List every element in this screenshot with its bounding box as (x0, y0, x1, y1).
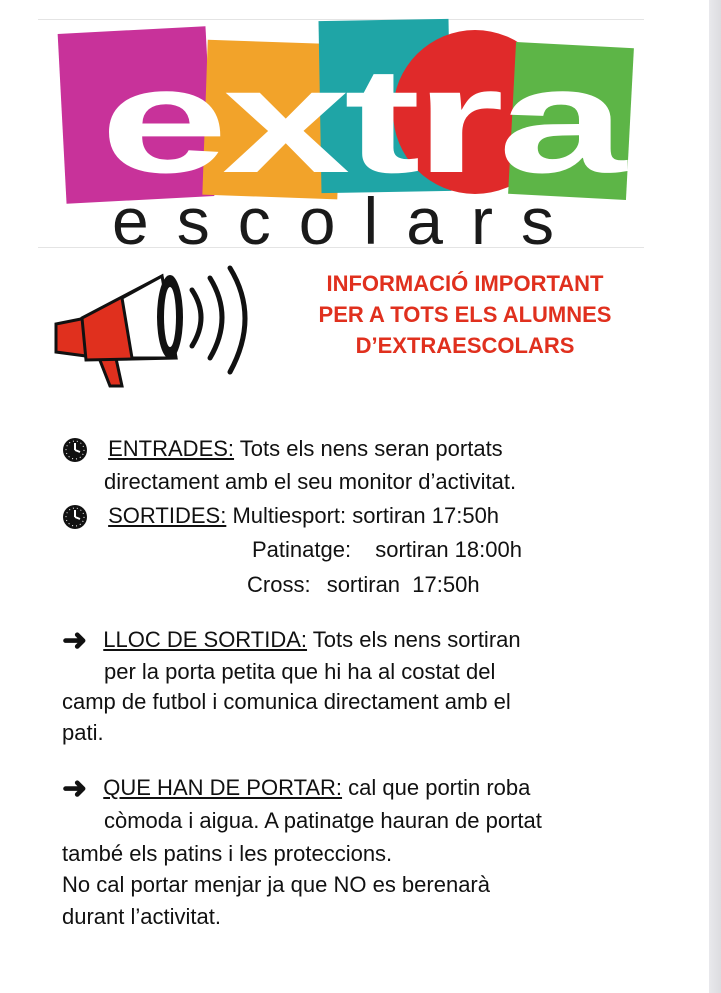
portar-line-1 (62, 772, 531, 806)
entrades-text: Tots els nens seran portats (234, 436, 503, 461)
portar-line-5: durant l’activitat. (62, 904, 221, 929)
arrow-right-icon: ➜ (62, 624, 88, 658)
portar-line-2: còmoda i aigua. A patinatge hauran de portat (104, 808, 542, 833)
sortides-activity-3: Cross: (247, 572, 311, 597)
arrow-right-icon: ➜ (62, 772, 88, 806)
lloc-text-1: Tots els nens sortiran (307, 627, 521, 652)
lloc-line-3: camp de futbol i comunica directament amb el (62, 689, 511, 714)
portar-line-3: també els patins i les proteccions. (62, 841, 393, 866)
portar-text-1: cal que portin roba (342, 775, 531, 800)
lloc-line-1 (62, 624, 521, 658)
sortides-row-3 (247, 572, 480, 598)
clock-icon (62, 437, 88, 463)
sortides-time-3: sortiran 17:50h (326, 572, 480, 597)
clock-icon (62, 504, 88, 530)
logo-word-extra: extra (100, 36, 629, 204)
headline-line-3: D’EXTRAESCOLARS (355, 333, 575, 358)
lloc-line-4: pati. (62, 720, 104, 745)
logo-word-escolars: escolars (112, 184, 554, 258)
sortides-time-1: sortiran 17:50h (352, 503, 500, 528)
lloc-line-2: per la porta petita que hi ha al costat del (104, 659, 496, 684)
portar-line-4: No cal portar menjar ja que NO es berenarà (62, 872, 490, 897)
headline-line-2: PER A TOTS ELS ALUMNES (318, 302, 612, 327)
entrades-label: ENTRADES: (108, 436, 235, 461)
headline (270, 268, 660, 361)
headline-line-1: INFORMACIÓ IMPORTANT (326, 271, 604, 296)
sortides-activity-1: Multiesport: (232, 503, 347, 528)
sortides-label: SORTIDES: (108, 503, 227, 528)
entrades-line-2: directament amb el seu monitor d’activitat. (104, 469, 517, 494)
entrades-line-1 (62, 436, 503, 463)
sortides-line-1 (62, 503, 499, 530)
sortides-time-2: sortiran 18:00h (375, 537, 522, 562)
sortides-row-2 (252, 537, 522, 563)
extraescolars-logo (0, 0, 721, 260)
megaphone-icon (52, 262, 272, 405)
lloc-label: LLOC DE SORTIDA: (103, 627, 308, 652)
portar-label: QUE HAN DE PORTAR: (103, 775, 343, 800)
sortides-activity-2: Patinatge: (252, 537, 352, 562)
